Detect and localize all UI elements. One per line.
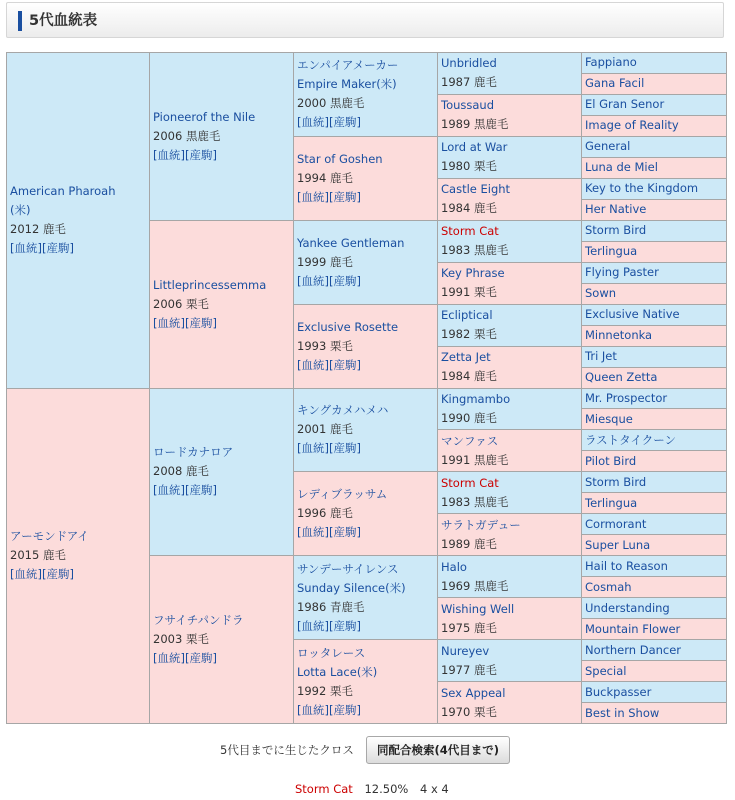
offspring-link[interactable]: [産駒] <box>41 241 74 256</box>
birth-year: 1970 <box>441 704 471 719</box>
coat-color: 鹿毛 <box>185 464 209 479</box>
cross-horse-link[interactable]: Storm Cat <box>295 782 353 796</box>
gen4-cell <box>438 556 582 598</box>
gen3-cell <box>294 472 438 556</box>
horse-name-link[interactable]: Tri Jet <box>585 349 617 364</box>
horse-name-link[interactable]: Fappiano <box>585 55 637 70</box>
horse-name-link[interactable]: Lord at War <box>441 140 508 155</box>
horse-name-link[interactable]: Buckpasser <box>585 684 652 699</box>
horse-name-link[interactable]: Minnetonka <box>585 328 653 343</box>
birth-year: 1996 <box>297 506 327 521</box>
pedigree-link[interactable]: [血統] <box>297 441 329 456</box>
gen4-cell <box>438 53 582 95</box>
pedigree-link[interactable]: [血統] <box>153 315 185 330</box>
cross-row <box>295 781 457 797</box>
gen2-cell <box>150 388 294 556</box>
coat-color: 鹿毛 <box>473 75 497 90</box>
horse-alt-name-link[interactable]: Sunday Silence(米) <box>297 580 406 595</box>
gen5-cell <box>582 388 727 409</box>
horse-name-link[interactable]: Image of Reality <box>585 118 679 133</box>
horse-name-link[interactable]: Halo <box>441 559 467 574</box>
horse-name-link[interactable]: Toussaud <box>441 98 495 113</box>
coat-color: 栗毛 <box>473 159 497 174</box>
gen4-cell <box>438 388 582 430</box>
coat-color: 栗毛 <box>185 296 209 311</box>
coat-color: 鹿毛 <box>473 662 497 677</box>
pedigree-link[interactable]: [血統] <box>10 241 42 256</box>
birth-year: 1982 <box>441 327 471 342</box>
birth-year: 2006 <box>153 128 183 143</box>
offspring-link[interactable]: [産駒] <box>328 115 361 130</box>
birth-year: 2000 <box>297 96 327 111</box>
horse-name-link[interactable]: Flying Paster <box>585 265 659 280</box>
gen4-cell <box>438 136 582 178</box>
birth-year: 1987 <box>441 75 471 90</box>
coat-color: 黒鹿毛 <box>473 452 509 467</box>
horse-name-link[interactable]: Ecliptical <box>441 308 493 323</box>
horse-name-link[interactable]: マンファス <box>441 433 499 448</box>
horse-name-link[interactable]: Queen Zetta <box>585 370 658 385</box>
gen5-cell <box>582 262 727 283</box>
gen5-cell <box>582 619 727 640</box>
birth-year: 1990 <box>441 410 471 425</box>
gen3-cell <box>294 556 438 640</box>
gen5-cell <box>582 367 727 388</box>
pedigree-link[interactable]: [血統] <box>297 115 329 130</box>
gen5-cell <box>582 556 727 577</box>
pedigree-link[interactable]: [血統] <box>297 357 329 372</box>
gen5-cell <box>582 304 727 325</box>
horse-name-link[interactable]: Wishing Well <box>441 601 515 616</box>
gen5-cell <box>582 199 727 220</box>
gen5-cell <box>582 220 727 241</box>
cross-label: 5代目までに生じたクロス <box>220 743 354 757</box>
birth-year: 1994 <box>297 170 327 185</box>
horse-name-link[interactable]: レディブラッサム <box>297 487 388 502</box>
horse-name-link[interactable]: Zetta Jet <box>441 350 491 365</box>
gen5-cell <box>582 640 727 661</box>
pedigree-link[interactable]: [血統] <box>297 618 329 633</box>
coat-color: 栗毛 <box>473 704 497 719</box>
gen5-cell <box>582 661 727 682</box>
gen5-cell <box>582 472 727 493</box>
gen1-cell <box>7 53 150 389</box>
offspring-link[interactable]: [産駒] <box>41 567 74 582</box>
cross-pattern: 4 x 4 <box>420 782 449 796</box>
gen4-cell <box>438 178 582 220</box>
horse-name-link[interactable]: Exclusive Native <box>585 307 680 322</box>
gen4-cell <box>438 430 582 472</box>
pedigree-link[interactable]: [血統] <box>10 567 42 582</box>
coat-color: 鹿毛 <box>329 422 353 437</box>
offspring-link[interactable]: [産駒] <box>328 189 361 204</box>
gen5-cell <box>582 535 727 556</box>
horse-name-link[interactable]: Littleprincessemma <box>153 277 267 292</box>
birth-year: 1989 <box>441 117 471 132</box>
gen4-cell <box>438 262 582 304</box>
horse-name-link[interactable]: Cosmah <box>585 579 632 594</box>
horse-name-link[interactable]: Yankee Gentleman <box>297 235 405 250</box>
birth-year: 2001 <box>297 422 327 437</box>
horse-name-link[interactable]: Mountain Flower <box>585 621 681 636</box>
gen2-cell <box>150 556 294 724</box>
horse-name-link[interactable]: American Pharoah <box>10 184 116 199</box>
page-title: 5代血統表 <box>29 13 98 29</box>
birth-year: 1986 <box>297 599 327 614</box>
gen5-cell <box>582 136 727 157</box>
offspring-link[interactable]: [産駒] <box>328 618 361 633</box>
horse-name-link[interactable]: General <box>585 139 631 154</box>
horse-name-link[interactable]: Pilot Bird <box>585 453 637 468</box>
birth-year: 1980 <box>441 159 471 174</box>
horse-alt-name-link[interactable]: (米) <box>10 203 31 218</box>
gen4-cell <box>438 220 582 262</box>
coat-color: 鹿毛 <box>42 548 66 563</box>
birth-year: 1983 <box>441 243 471 258</box>
pedigree-link[interactable]: [血統] <box>297 525 329 540</box>
horse-name-link[interactable]: Castle Eight <box>441 182 511 197</box>
coat-color: 黒鹿毛 <box>185 128 221 143</box>
coat-color: 栗毛 <box>473 285 497 300</box>
horse-name-link[interactable]: Kingmambo <box>441 391 511 406</box>
horse-name-link[interactable]: ロッタレース <box>297 645 366 660</box>
horse-name-link[interactable]: Storm Cat <box>441 475 499 490</box>
pedigree-link[interactable]: [血統] <box>153 651 185 666</box>
birth-year: 1969 <box>441 578 471 593</box>
offspring-link[interactable]: [産駒] <box>184 147 217 162</box>
horse-name-link[interactable]: Special <box>585 663 627 678</box>
gen1-cell <box>7 388 150 724</box>
gen5-cell <box>582 178 727 199</box>
birth-year: 1977 <box>441 662 471 677</box>
birth-year: 1991 <box>441 285 471 300</box>
horse-name-link[interactable]: Gana Facil <box>585 76 645 91</box>
horse-alt-name-link[interactable]: Empire Maker(米) <box>297 77 397 92</box>
coat-color: 鹿毛 <box>329 254 353 269</box>
pedigree-link[interactable]: [血統] <box>297 273 329 288</box>
gen5-cell <box>582 703 727 724</box>
offspring-link[interactable]: [産駒] <box>328 357 361 372</box>
gen4-cell <box>438 346 582 388</box>
horse-name-link[interactable]: アーモンドアイ <box>10 529 89 544</box>
birth-year: 1983 <box>441 494 471 509</box>
coat-color: 鹿毛 <box>329 170 353 185</box>
horse-name-link[interactable]: Storm Cat <box>441 224 499 239</box>
horse-alt-name-link[interactable]: Lotta Lace(米) <box>297 664 378 679</box>
horse-name-link[interactable]: Sex Appeal <box>441 685 506 700</box>
coat-color: 栗毛 <box>185 632 209 647</box>
coat-color: 栗毛 <box>473 327 497 342</box>
gen5-cell <box>582 514 727 535</box>
pedigree-link[interactable]: [血統] <box>297 189 329 204</box>
gen5-cell <box>582 241 727 262</box>
coat-color: 鹿毛 <box>473 620 497 635</box>
gen3-cell <box>294 640 438 724</box>
gen2-cell <box>150 220 294 388</box>
coat-color: 青鹿毛 <box>329 599 365 614</box>
horse-name-link[interactable]: Cormorant <box>585 516 647 531</box>
gen3-cell <box>294 53 438 137</box>
pedigree-link[interactable]: [血統] <box>153 147 185 162</box>
gen5-cell <box>582 577 727 598</box>
pedigree-row <box>7 53 727 74</box>
horse-name-link[interactable]: Exclusive Rosette <box>297 319 399 334</box>
pedigree-link[interactable]: [血統] <box>297 702 329 717</box>
horse-name-link[interactable]: Mr. Prospector <box>585 390 668 405</box>
pedigree-link[interactable]: [血統] <box>153 483 185 498</box>
birth-year: 2003 <box>153 632 183 647</box>
horse-name-link[interactable]: サンデーサイレンス <box>297 561 399 576</box>
gen4-cell <box>438 514 582 556</box>
gen5-cell <box>582 53 727 74</box>
gen3-cell <box>294 388 438 472</box>
birth-year: 1984 <box>441 369 471 384</box>
pedigree-table <box>6 52 727 724</box>
coat-color: 鹿毛 <box>473 536 497 551</box>
birth-year: 1975 <box>441 620 471 635</box>
gen5-cell <box>582 94 727 115</box>
horse-name-link[interactable]: ロードカナロア <box>153 445 234 460</box>
horse-name-link[interactable]: Nureyev <box>441 643 490 658</box>
birth-year: 2015 <box>10 548 40 563</box>
horse-name-link[interactable]: Miesque <box>585 411 633 426</box>
coat-color: 鹿毛 <box>329 506 353 521</box>
horse-name-link[interactable]: フサイチパンドラ <box>153 613 244 628</box>
coat-color: 栗毛 <box>329 338 353 353</box>
gen5-cell <box>582 157 727 178</box>
coat-color: 鹿毛 <box>473 369 497 384</box>
gen4-cell <box>438 640 582 682</box>
gen5-cell <box>582 409 727 430</box>
horse-name-link[interactable]: Northern Dancer <box>585 642 682 657</box>
gen3-cell <box>294 220 438 304</box>
horse-name-link[interactable]: Her Native <box>585 202 647 217</box>
horse-name-link[interactable]: Luna de Miel <box>585 160 658 175</box>
offspring-link[interactable]: [産駒] <box>328 525 361 540</box>
horse-name-link[interactable]: キングカメハメハ <box>297 403 389 418</box>
gen5-cell <box>582 682 727 703</box>
horse-name-link[interactable]: Terlingua <box>585 495 638 510</box>
horse-name-link[interactable]: Storm Bird <box>585 223 647 238</box>
horse-name-link[interactable]: Star of Goshen <box>297 151 383 166</box>
gen5-cell <box>582 346 727 367</box>
birth-year: 2008 <box>153 464 183 479</box>
horse-name-link[interactable]: Best in Show <box>585 705 660 720</box>
birth-year: 2012 <box>10 222 40 237</box>
same-mating-search-button[interactable]: 同配合検索(4代目まで) <box>366 736 510 764</box>
coat-color: 黒鹿毛 <box>473 494 509 509</box>
horse-name-link[interactable]: Sown <box>585 286 617 301</box>
coat-color: 鹿毛 <box>473 201 497 216</box>
gen5-cell <box>582 115 727 136</box>
gen4-cell <box>438 94 582 136</box>
gen3-cell <box>294 304 438 388</box>
coat-color: 黒鹿毛 <box>473 243 509 258</box>
horse-name-link[interactable]: エンパイアメーカー <box>297 58 399 73</box>
gen5-cell <box>582 325 727 346</box>
gen4-cell <box>438 304 582 346</box>
gen5-cell <box>582 451 727 472</box>
coat-color: 黒鹿毛 <box>473 578 509 593</box>
horse-name-link[interactable]: Unbridled <box>441 56 497 71</box>
pedigree-row <box>7 388 727 409</box>
horse-name-link[interactable]: ラストタイクーン <box>585 432 676 447</box>
horse-name-link[interactable]: Key Phrase <box>441 266 505 281</box>
gen3-cell <box>294 136 438 220</box>
horse-name-link[interactable]: Key to the Kingdom <box>585 181 699 196</box>
gen4-cell <box>438 682 582 724</box>
gen5-cell <box>582 493 727 514</box>
birth-year: 2006 <box>153 296 183 311</box>
horse-name-link[interactable]: Understanding <box>585 600 670 615</box>
horse-name-link[interactable]: Hail to Reason <box>585 558 668 573</box>
gen4-cell <box>438 598 582 640</box>
offspring-link[interactable]: [産駒] <box>184 315 217 330</box>
gen2-cell <box>150 53 294 221</box>
birth-year: 1989 <box>441 536 471 551</box>
header-accent-bar <box>18 11 22 31</box>
section-header <box>6 2 724 38</box>
coat-color: 鹿毛 <box>473 410 497 425</box>
coat-color: 黒鹿毛 <box>329 96 365 111</box>
horse-name-link[interactable]: Storm Bird <box>585 474 647 489</box>
birth-year: 1993 <box>297 338 327 353</box>
gen5-cell <box>582 598 727 619</box>
horse-name-link[interactable]: サラトガデュー <box>441 517 521 532</box>
horse-name-link[interactable]: Super Luna <box>585 537 651 552</box>
cross-percent: 12.50% <box>364 782 409 796</box>
offspring-link[interactable]: [産駒] <box>184 483 217 498</box>
gen4-cell <box>438 472 582 514</box>
offspring-link[interactable]: [産駒] <box>328 273 361 288</box>
birth-year: 1991 <box>441 452 471 467</box>
coat-color: 鹿毛 <box>42 222 66 237</box>
horse-name-link[interactable]: Terlingua <box>585 244 638 259</box>
birth-year: 1992 <box>297 683 327 698</box>
gen5-cell <box>582 283 727 304</box>
coat-color: 栗毛 <box>329 683 353 698</box>
offspring-link[interactable]: [産駒] <box>184 651 217 666</box>
birth-year: 1999 <box>297 254 327 269</box>
birth-year: 1984 <box>441 201 471 216</box>
coat-color: 黒鹿毛 <box>473 117 509 132</box>
offspring-link[interactable]: [産駒] <box>328 441 361 456</box>
gen5-cell <box>582 430 727 451</box>
gen5-cell <box>582 73 727 94</box>
offspring-link[interactable]: [産駒] <box>328 702 361 717</box>
horse-name-link[interactable]: El Gran Senor <box>585 97 665 112</box>
horse-name-link[interactable]: Pioneerof the Nile <box>153 109 256 124</box>
